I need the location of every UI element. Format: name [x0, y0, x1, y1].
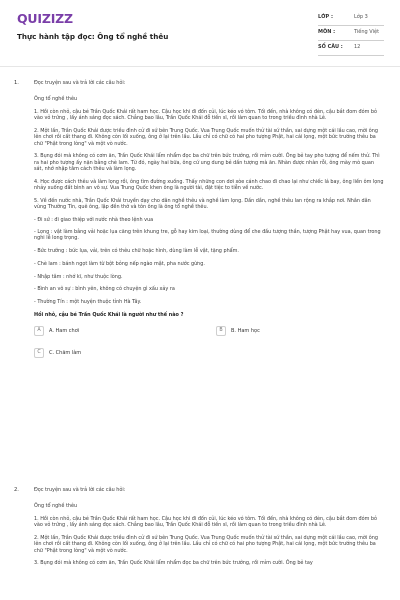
meta-value: Tiếng Việt	[354, 29, 380, 35]
option-text: A. Ham chơi	[49, 327, 80, 334]
question-body	[34, 80, 384, 368]
story-title: Ông tổ nghề thêu	[34, 96, 78, 103]
answer-option-a[interactable]	[34, 326, 196, 338]
story-paragraph: 1. Hồi còn nhỏ, cậu bé Trần Quốc Khái rất ham học. Cậu học khi đi đốn củi, lúc kéo vó tôm. Tối đến, nhà không có đèn, cậu bắt đom đóm bỏ vào vỏ trứng , lấy ánh sáng đọc sách. Chẳng bao lâu, Trần Quốc Khái đỗ tiến sĩ, rồi làm quan to trong triều đình nhà Lê.	[34, 108, 378, 122]
option-text: C. Chăm làm	[49, 349, 82, 356]
meta-label: SỐ CÂU :	[318, 44, 343, 50]
story-paragraph: 3. Bụng đói mà không có cơm ăn, Trần Quốc Khái lẩm nhẩm đọc ba chữ trên bức trướng, rồi mỉm cười. Ông bẻ tay	[34, 560, 313, 567]
meta-divider	[318, 40, 384, 41]
option-letter-box: A	[34, 326, 44, 336]
meta-divider	[318, 55, 384, 56]
meta-divider	[318, 25, 384, 26]
story-paragraph: 2. Một lần, Trần Quốc Khái được triều đình cử đi sứ bên Trung Quốc. Vua Trung Quốc muốn thử tài sứ thần, sai dựng một cái lầu cao, mời ông lên chơi rồi cất thang đi. Không còn lối xuống, ông ở lại trên lầu. Lầu chỉ có chữ có hai pho tượng Phật, hai cái lọng, một bức trướng thêu ba chữ "Phật trong lòng" và một vò nước.	[34, 127, 378, 147]
question-number: 1.	[14, 80, 19, 86]
glossary-item: - Bức trướng : bức lụa, vải, trên có thêu chữ hoặc hình, dùng làm lễ vật, tặng phẩm.	[34, 248, 239, 255]
meta-row-grade	[318, 12, 384, 26]
question-instruction: Đọc truyện sau và trả lời các câu hỏi:	[34, 487, 126, 493]
worksheet-title: Thực hành tập đọc: Ông tổ nghề thêu	[17, 32, 169, 41]
option-text: B. Ham học	[231, 327, 260, 334]
meta-value: 12	[354, 44, 361, 50]
answer-options	[34, 326, 384, 368]
glossary-item: - Nhập tâm : nhớ kĩ, như thuộc lòng.	[34, 273, 123, 280]
question-number: 2.	[14, 487, 19, 493]
worksheet-header	[0, 0, 400, 66]
meta-row-subject	[318, 27, 384, 41]
question-body	[34, 487, 384, 573]
glossary-item: - Bình an vô sự : bình yên, không có chuyện gì xấu xảy ra	[34, 286, 175, 293]
glossary-item: - Chè lam : bánh ngọt làm từ bột bỏng nếp ngào mật, pha nước gừng.	[34, 260, 205, 267]
story-paragraph: 1. Hồi còn nhỏ, cậu bé Trần Quốc Khái rất ham học. Cậu học khi đi đốn củi, lúc kéo vó tôm. Tối đến, nhà không có đèn, cậu bắt đom đóm bỏ vào vỏ trứng , lấy ánh sáng đọc sách. Chẳng bao lâu, Trần Quốc Khái đỗ tiến sĩ, rồi làm quan to trong triều đình nhà Lê.	[34, 515, 378, 529]
story-title: Ông tổ nghề thêu	[34, 503, 78, 510]
answer-option-c[interactable]	[34, 348, 196, 360]
meta-label: LỚP :	[318, 14, 333, 20]
meta-label: MÔN :	[318, 29, 336, 35]
story-paragraph: 3. Bụng đói mà không có cơm ăn, Trần Quốc Khái lẩm nhẩm đọc ba chữ trên bức trướng, rồi mỉm cười. Ông bẻ tay pho tượng để nếm thử. Thì ra hai pho tượng ấy nặn bằng chè lam. Từ đó, ngày hai bữa, ông cứ ung dung bẻ dần tượng mà ăn. Nhàn được nhàn rỗi, ông mày mò quan sát, nhớ nhập tâm cách thêu và làm lọng.	[34, 153, 380, 172]
story-paragraph: 4. Học được cách thêu và làm lọng rồi, ông tìm đường xuống. Thấy những con dơi xòe cánh chao đi chao lại như chiếc lá bay, ông liền ôm lọng nhảy xuống đất bình an vô sự. Vua Trung Quốc khen ông là người tài, đặt tiệc to tiễn về nước.	[34, 178, 384, 191]
question-instruction: Đọc truyện sau và trả lời các câu hỏi:	[34, 80, 126, 86]
glossary-item: - Lọng : vật làm bằng vải hoặc lụa căng trên khung tre, gỗ hay kim loại, thường dùng để che đầu tượng thần, tượng Phật hay vua, quan trong nghi lễ long trọng.	[34, 229, 381, 242]
option-letter-box: C	[34, 348, 44, 358]
answer-option-b[interactable]	[216, 326, 378, 338]
glossary-item: - Thường Tín : một huyện thuộc tỉnh Hà Tây.	[34, 298, 142, 305]
header-divider	[0, 66, 400, 67]
meta-row-question-count	[318, 42, 384, 56]
story-paragraph: 5. Về đến nước nhà, Trần Quốc Khái truyền dạy cho dân nghề thêu và nghề làm lọng. Dần dần, nghề thêu lan rộng ra khắp nơi. Nhân dân vùng Thường Tín, quê ông, lập đền thờ và tôn ông là ông tổ nghề thêu.	[34, 197, 371, 210]
meta-value: Lớp 3	[354, 14, 368, 20]
option-letter-box: B	[216, 326, 226, 336]
quizizz-logo: QUIZIZZ	[17, 11, 73, 26]
story-paragraph: 2. Một lần, Trần Quốc Khái được triều đình cử đi sứ bên Trung Quốc. Vua Trung Quốc muốn thử tài sứ thần, sai dựng một cái lầu cao, mời ông lên chơi rồi cất thang đi. Không còn lối xuống, ông ở lại trên lầu. Lầu chỉ có chữ có hai pho tượng Phật, hai cái lọng, một bức trướng thêu ba chữ "Phật trong lòng" và một vò nước.	[34, 534, 378, 554]
question-prompt: Hồi nhỏ, cậu bé Trần Quốc Khái là người như thế nào ?	[34, 311, 184, 318]
glossary-item: - Đi sứ : đi giao thiệp với nước nhà theo lệnh vua	[34, 216, 154, 223]
